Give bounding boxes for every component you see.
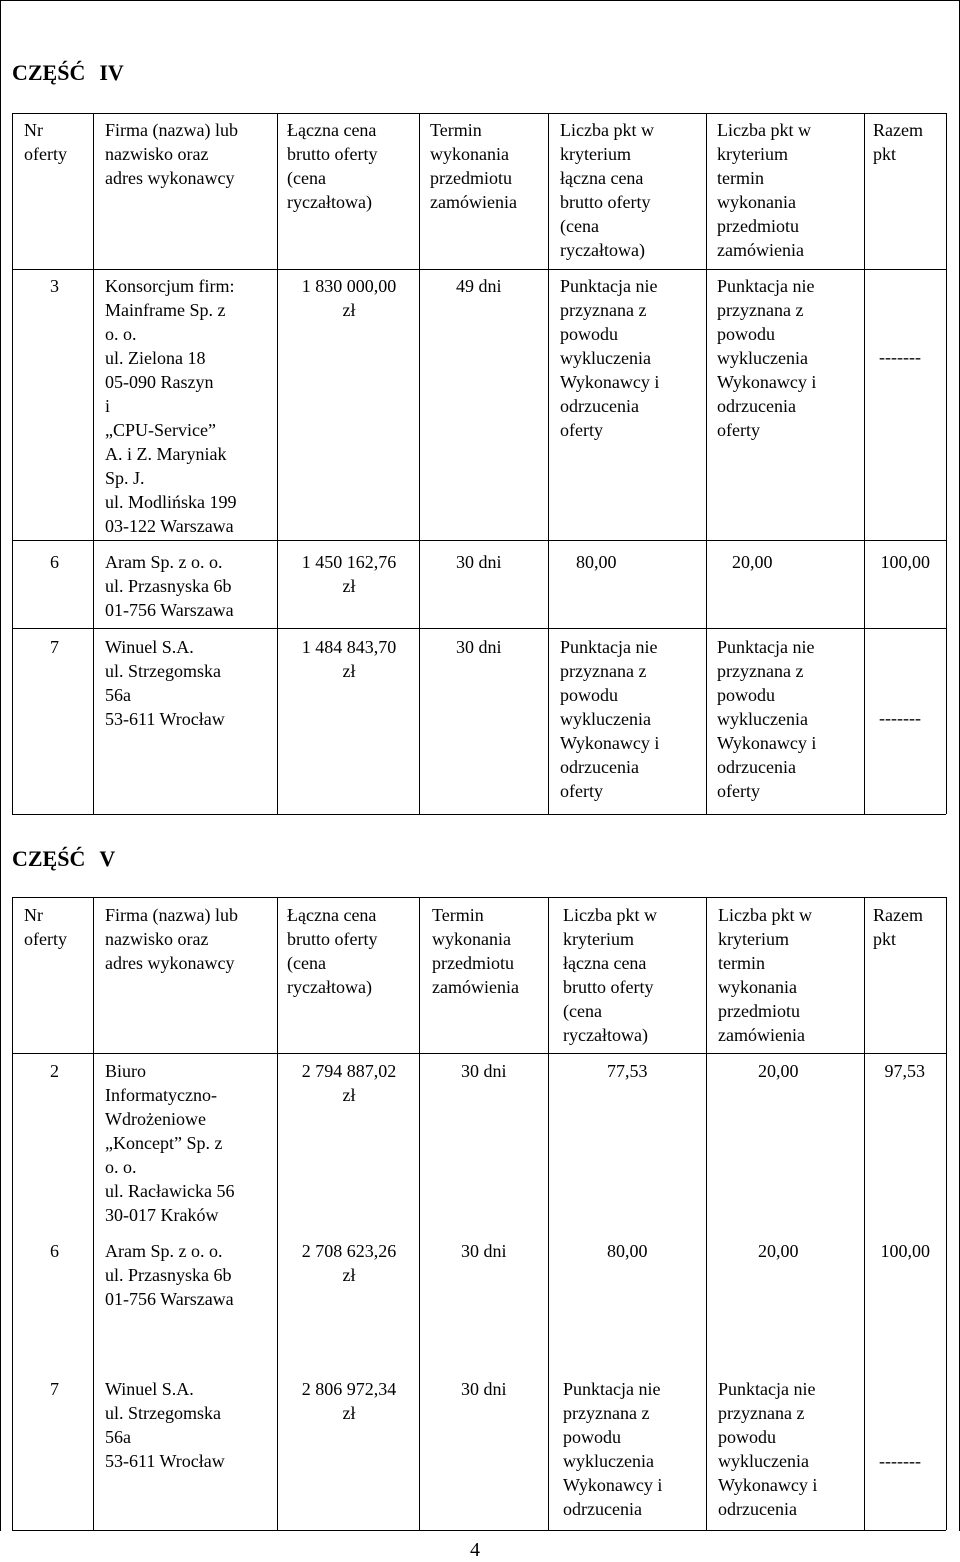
row-nr: 3 xyxy=(50,276,59,296)
row-nr: 2 xyxy=(50,1061,59,1081)
header-termin: Termin wykonania przedmiotu zamówienia xyxy=(430,120,517,212)
row-pkt-termin: 20,00 xyxy=(758,1061,799,1081)
row-termin: 30 dni xyxy=(461,1379,507,1399)
row-nr: 7 xyxy=(50,637,59,657)
row-pkt-termin: Punktacja nie przyznana z powodu wykluczenia Wykonawcy i odrzucenia oferty xyxy=(717,276,817,440)
row-cena: 2 708 623,26 zł xyxy=(301,1241,397,1285)
row-termin: 49 dni xyxy=(456,276,502,296)
row-pkt-cena: Punktacja nie przyznana z powodu wykluczenia Wykonawcy i odrzucenia oferty xyxy=(560,637,660,801)
row-termin: 30 dni xyxy=(456,637,502,657)
row-termin: 30 dni xyxy=(461,1061,507,1081)
row-cena: 1 484 843,70 zł xyxy=(301,637,397,681)
row-termin: 30 dni xyxy=(461,1241,507,1261)
row-pkt-termin: 20,00 xyxy=(758,1241,799,1261)
row-pkt-cena: 80,00 xyxy=(576,552,617,572)
row-firma: Winuel S.A. ul. Strzegomska 56a 53-611 Wrocław xyxy=(105,1379,225,1471)
part4-title-word: CZĘŚĆ xyxy=(12,60,86,85)
header-pkt-cena: Liczba pkt w kryterium łączna cena brutto oferty (cena ryczałtowa) xyxy=(560,120,654,260)
page-number: 4 xyxy=(470,1539,480,1561)
header-firma: Firma (nazwa) lub nazwisko oraz adres wykonawcy xyxy=(105,905,238,973)
row-termin: 30 dni xyxy=(456,552,502,572)
header-cena: Łączna cena brutto oferty (cena ryczałtowa) xyxy=(287,120,378,212)
row-pkt-termin: Punktacja nie przyznana z powodu wykluczenia Wykonawcy i odrzucenia xyxy=(718,1379,818,1519)
header-termin: Termin wykonania przedmiotu zamówienia xyxy=(432,905,519,997)
header-pkt-termin: Liczba pkt w kryterium termin wykonania przedmiotu zamówienia xyxy=(717,120,811,260)
header-pkt-termin: Liczba pkt w kryterium termin wykonania przedmiotu zamówienia xyxy=(718,905,812,1045)
header-nr: Nr oferty xyxy=(24,905,67,949)
part4-title xyxy=(12,60,124,86)
row-cena: 1 830 000,00 zł xyxy=(301,276,397,320)
row-cena: 2 806 972,34 zł xyxy=(301,1379,397,1423)
row-nr: 6 xyxy=(50,1241,59,1261)
row-razem: 100,00 xyxy=(880,552,930,572)
row-firma: Konsorcjum firm: Mainframe Sp. z o. o. ul. Zielona 18 05-090 Raszyn i „CPU-Service” A. i Z. Maryniak Sp. J. ul. Modlińska 199 03-122 Warszawa xyxy=(105,276,237,536)
row-cena: 2 794 887,02 zł xyxy=(301,1061,397,1105)
bottom-rule xyxy=(12,1530,946,1531)
row-razem: ------- xyxy=(879,708,921,728)
header-razem: Razem pkt xyxy=(873,905,923,949)
row-pkt-cena: Punktacja nie przyznana z powodu wykluczenia Wykonawcy i odrzucenia xyxy=(563,1379,663,1519)
row-firma: Aram Sp. z o. o. ul. Przasnyska 6b 01-756 Warszawa xyxy=(105,1241,234,1309)
part5-title-number: V xyxy=(99,846,116,871)
row-pkt-cena: 80,00 xyxy=(607,1241,648,1261)
row-firma: Winuel S.A. ul. Strzegomska 56a 53-611 Wrocław xyxy=(105,637,225,729)
row-firma: Aram Sp. z o. o. ul. Przasnyska 6b 01-756 Warszawa xyxy=(105,552,234,620)
row-razem: 97,53 xyxy=(884,1061,925,1081)
header-razem: Razem pkt xyxy=(873,120,923,164)
row-cena: 1 450 162,76 zł xyxy=(301,552,397,596)
header-firma: Firma (nazwa) lub nazwisko oraz adres wykonawcy xyxy=(105,120,238,188)
row-pkt-termin: 20,00 xyxy=(732,552,773,572)
row-razem: ------- xyxy=(879,1451,921,1471)
row-firma: Biuro Informatyczno- Wdrożeniowe „Koncept” Sp. z o. o. ul. Racławicka 56 30-017 Kraków xyxy=(105,1061,235,1225)
row-razem: 100,00 xyxy=(880,1241,930,1261)
row-nr: 6 xyxy=(50,552,59,572)
part4-title-number: IV xyxy=(99,60,124,85)
row-pkt-cena: Punktacja nie przyznana z powodu wykluczenia Wykonawcy i odrzucenia oferty xyxy=(560,276,660,440)
row-nr: 7 xyxy=(50,1379,59,1399)
part5-title-word: CZĘŚĆ xyxy=(12,846,86,871)
part5-title xyxy=(12,846,115,872)
header-cena: Łączna cena brutto oferty (cena ryczałtowa) xyxy=(287,905,378,997)
header-pkt-cena: Liczba pkt w kryterium łączna cena brutto oferty (cena ryczałtowa) xyxy=(563,905,657,1045)
row-pkt-cena: 77,53 xyxy=(607,1061,648,1081)
row-pkt-termin: Punktacja nie przyznana z powodu wykluczenia Wykonawcy i odrzucenia oferty xyxy=(717,637,817,801)
header-nr: Nr oferty xyxy=(24,120,67,164)
row-razem: ------- xyxy=(879,347,921,367)
